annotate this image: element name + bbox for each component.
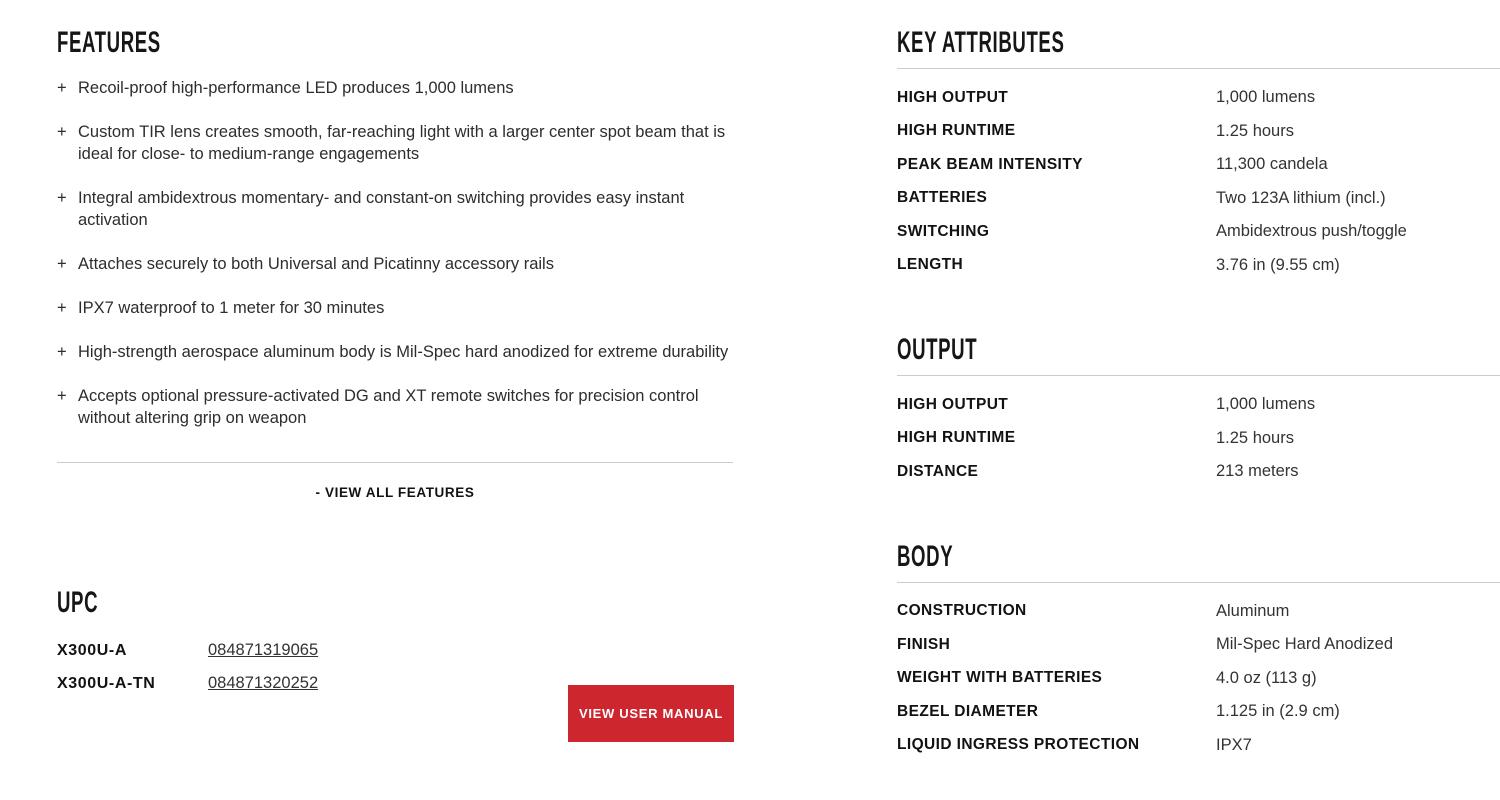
spec-label: HIGH OUTPUT [897,88,1009,106]
upc-code-link[interactable]: 084871319065 [208,641,319,659]
feature-item [57,121,733,165]
spec-row [897,81,1500,115]
plus-bullet-icon: + [57,123,67,141]
plus-bullet-icon: + [57,343,67,361]
spec-row [897,115,1500,149]
spec-row [897,249,1500,283]
spec-row [897,388,1500,422]
section-title: BODY [897,539,954,573]
spec-value: 3.76 in (9.55 cm) [1216,255,1340,274]
specs-column [897,28,1500,762]
spec-label: LIQUID INGRESS PROTECTION [897,736,1140,754]
features-column [57,28,733,700]
spec-rows [897,69,1500,282]
section-key-attributes [897,28,1500,282]
spec-value: Aluminum [1216,601,1290,620]
upc-row [57,634,733,667]
feature-item [57,77,733,99]
spec-label: FINISH [897,635,951,653]
spec-row [897,148,1500,182]
plus-bullet-icon: + [57,255,67,273]
spec-row [897,422,1500,456]
features-divider [57,462,733,463]
feature-text: IPX7 waterproof to 1 meter for 30 minutes [78,299,385,317]
spec-value: 1,000 lumens [1216,395,1316,414]
spec-row [897,628,1500,662]
view-user-manual-button[interactable]: VIEW USER MANUAL [568,685,734,742]
spec-value: Two 123A lithium (incl.) [1216,188,1386,207]
spec-value: 213 meters [1216,462,1299,481]
spec-label: SWITCHING [897,222,990,240]
spec-value: 1.125 in (2.9 cm) [1216,702,1340,721]
upc-code-link[interactable]: 084871320252 [208,674,319,692]
spec-label: PEAK BEAM INTENSITY [897,155,1083,173]
features-list [57,77,733,429]
spec-value: 1.25 hours [1216,428,1294,447]
features-title: FEATURES [57,26,161,59]
spec-value: Ambidextrous push/toggle [1216,222,1407,241]
spec-label: HIGH OUTPUT [897,395,1009,413]
spec-value: 11,300 candela [1216,155,1328,174]
spec-row [897,455,1500,489]
spec-label: HIGH RUNTIME [897,429,1016,447]
spec-label: BEZEL DIAMETER [897,702,1039,720]
feature-item [57,385,733,429]
spec-label: LENGTH [897,256,964,274]
section-output [897,335,1500,489]
spec-rows [897,376,1500,489]
upc-sku: X300U-A-TN [57,674,156,692]
feature-item [57,297,733,319]
spec-row [897,729,1500,763]
feature-text: Attaches securely to both Universal and Picatinny accessory rails [78,255,554,273]
feature-item [57,187,733,231]
section-title: KEY ATTRIBUTES [897,26,1065,59]
spec-label: DISTANCE [897,462,979,480]
spec-value: IPX7 [1216,735,1252,754]
spec-row [897,662,1500,696]
spec-value: 1,000 lumens [1216,88,1316,107]
section-body [897,539,1500,763]
spec-value: 1.25 hours [1216,121,1294,140]
plus-bullet-icon: + [57,79,67,97]
spec-value: 4.0 oz (113 g) [1216,668,1317,687]
spec-label: HIGH RUNTIME [897,122,1016,140]
section-title: OUTPUT [897,333,978,366]
feature-text: Custom TIR lens creates smooth, far-reaching light with a larger center spot beam that is ideal for close- to medium-range engagements [78,123,726,163]
spec-row [897,182,1500,216]
feature-text: High-strength aerospace aluminum body is Mil-Spec hard anodized for extreme durability [78,343,729,361]
spec-label: CONSTRUCTION [897,602,1027,620]
feature-item [57,253,733,275]
spec-rows [897,583,1500,763]
upc-sku: X300U-A [57,641,128,659]
upc-title: UPC [57,586,99,619]
feature-item [57,341,733,363]
spec-label: BATTERIES [897,189,988,207]
spec-label: WEIGHT WITH BATTERIES [897,669,1103,687]
plus-bullet-icon: + [57,299,67,317]
spec-row [897,595,1500,629]
view-all-features-link[interactable]: - VIEW ALL FEATURES [315,485,475,500]
feature-text: Accepts optional pressure-activated DG and XT remote switches for precision control without altering grip on weapon [78,387,699,427]
plus-bullet-icon: + [57,189,67,207]
spec-row [897,695,1500,729]
feature-text: Integral ambidextrous momentary- and constant-on switching provides easy instant activation [78,189,685,229]
spec-row [897,215,1500,249]
feature-text: Recoil-proof high-performance LED produces 1,000 lumens [78,79,514,97]
spec-value: Mil-Spec Hard Anodized [1216,635,1394,654]
plus-bullet-icon: + [57,387,67,405]
